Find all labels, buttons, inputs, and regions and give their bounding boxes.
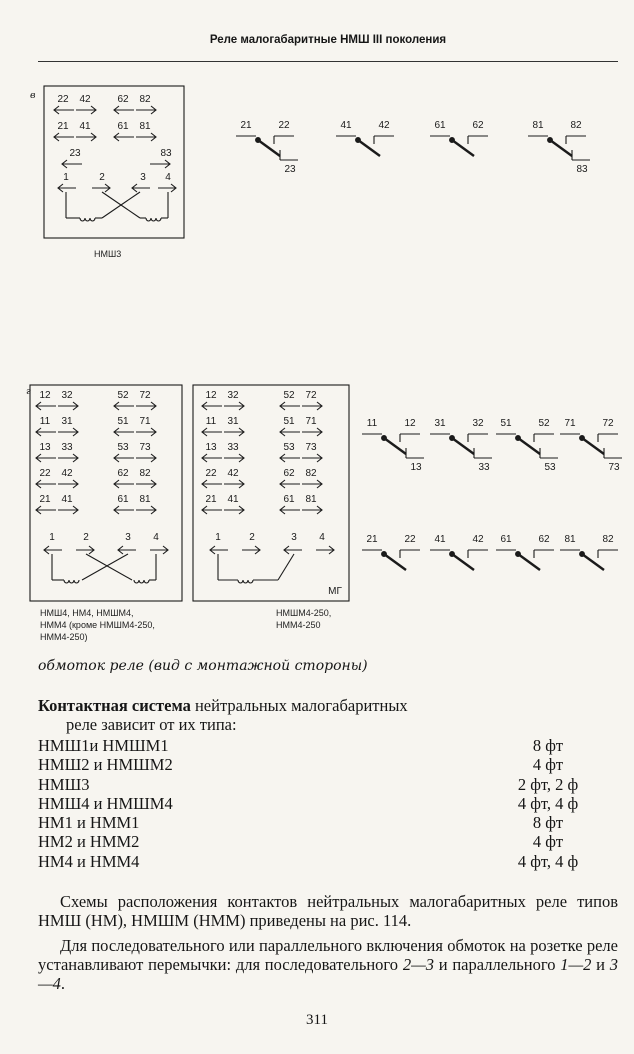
pin-label: 21	[205, 494, 217, 505]
pin-label: 4	[165, 172, 171, 183]
coil-loop	[69, 580, 74, 583]
pin-label: 4	[153, 532, 159, 543]
terminal-box-nmsh4	[30, 385, 182, 601]
pin-label: 22	[404, 534, 416, 545]
pin-label: 31	[61, 416, 73, 427]
pin-label: 53	[544, 462, 556, 473]
para3-d: .	[60, 974, 66, 993]
pin-label: 61	[500, 534, 512, 545]
pin-label: 12	[404, 418, 416, 429]
coil-loop	[80, 218, 85, 221]
pin-label: 11	[366, 418, 378, 429]
coil-loop	[139, 580, 144, 583]
coil-loop	[146, 218, 151, 221]
figure-letter-g: г	[26, 386, 31, 397]
pin-label: 71	[305, 416, 317, 427]
relay-type: НМ2 и НММ2	[38, 832, 140, 852]
relay-type: НМШ3	[38, 774, 90, 794]
pin-label: 82	[305, 468, 317, 479]
pin-label: 82	[139, 94, 151, 105]
running-header: Реле малогабаритные НМШ III поколения	[209, 34, 447, 46]
para3-series: 2—3	[402, 955, 434, 974]
paragraph-contact-system	[38, 696, 408, 734]
pin-label: 72	[139, 390, 151, 401]
contact-blade	[550, 140, 572, 156]
pin-label: 52	[117, 390, 129, 401]
pin-label: 71	[139, 416, 151, 427]
contact-blade	[582, 554, 604, 570]
pin-label: 11	[205, 416, 217, 427]
term-contact-system: Контактная система	[38, 696, 191, 715]
paragraph-schemes: Схемы расположения контактов нейтральных малогабаритных реле типов НМШ (НМ), НМШМ (НММ) приведены на рис. 114.	[38, 892, 618, 930]
pin-label: 73	[608, 462, 620, 473]
figure-label-nmshm4-250: НМШМ4-250, НММ4-250	[276, 608, 332, 630]
pin-label: 73	[305, 442, 317, 453]
coil-loop	[85, 218, 90, 221]
pin-label: 53	[283, 442, 295, 453]
pin-label: 42	[472, 534, 484, 545]
pin-label: 21	[39, 494, 51, 505]
pin-label: 2	[99, 172, 105, 183]
contact-blade	[384, 438, 406, 454]
pin-label: 31	[434, 418, 446, 429]
coil-loop	[156, 218, 161, 221]
coil-loop	[134, 580, 139, 583]
contact-config: 4 фт, 4 ф	[517, 793, 579, 813]
pin-label: 71	[564, 418, 576, 429]
contact-config: 8 фт	[532, 736, 564, 755]
contact-config: 8 фт	[532, 813, 564, 833]
pin-label: 41	[79, 121, 91, 132]
pin-label: 22	[39, 468, 51, 479]
para3-c: и	[591, 955, 610, 974]
para1-line2: реле зависит от их типа:	[66, 715, 237, 734]
para3-parallel-1: 1—2	[560, 955, 592, 974]
pin-label: 81	[564, 534, 576, 545]
pin-label: 82	[602, 534, 614, 545]
contact-blade	[452, 140, 474, 156]
contact-config: 4 фт	[532, 755, 564, 775]
pin-label: 12	[39, 390, 51, 401]
para3-b: и параллельного	[433, 955, 561, 974]
pin-label: 4	[319, 532, 325, 543]
pin-label: 51	[283, 416, 295, 427]
pin-label: 83	[160, 148, 172, 159]
pin-label: 52	[283, 390, 295, 401]
pin-label: 42	[61, 468, 73, 479]
paragraph-jumpers	[38, 936, 618, 993]
pin-label: 32	[472, 418, 484, 429]
pin-label: 33	[227, 442, 239, 453]
pin-label: 33	[478, 462, 490, 473]
pin-label: 2	[249, 532, 255, 543]
pin-label: 21	[57, 121, 69, 132]
pin-label: 23	[69, 148, 81, 159]
pin-label: 61	[117, 121, 129, 132]
pin-label: 22	[278, 120, 290, 131]
pin-label: 62	[472, 120, 484, 131]
pin-label: 62	[117, 94, 129, 105]
pin-label: 62	[538, 534, 550, 545]
table-row	[38, 794, 598, 813]
pin-label: 51	[117, 416, 129, 427]
pin-label: 52	[538, 418, 550, 429]
pin-label: 51	[500, 418, 512, 429]
pin-label: 81	[532, 120, 544, 131]
pin-label: 81	[305, 494, 317, 505]
pin-label: 1	[49, 532, 55, 543]
pin-label: 41	[434, 534, 446, 545]
contact-blade	[358, 140, 380, 156]
pin-label: 21	[366, 534, 378, 545]
pin-label: 11	[39, 416, 51, 427]
coil-loop	[64, 580, 69, 583]
pin-label: 82	[570, 120, 582, 131]
para3-a: Для последовательного или параллельного включения обмоток на розетке реле устанавливают перемычки: для последовательного	[38, 936, 618, 974]
table-row	[38, 755, 598, 774]
pin-label: 13	[205, 442, 217, 453]
table-row	[38, 813, 598, 832]
relay-type: НМШ4 и НМШМ4	[38, 793, 173, 813]
pin-label: 22	[205, 468, 217, 479]
pin-label: 73	[139, 442, 151, 453]
pin-label: 31	[227, 416, 239, 427]
table-row	[38, 736, 598, 755]
contact-blade	[452, 554, 474, 570]
pin-label: 61	[283, 494, 295, 505]
contact-blade	[518, 554, 540, 570]
pin-label: 53	[117, 442, 129, 453]
contact-blade	[384, 554, 406, 570]
contact-config: 2 фт, 2 ф	[517, 774, 579, 794]
contact-blade	[258, 140, 280, 156]
panel-tag-mg: МГ	[328, 586, 342, 597]
pin-label: 21	[240, 120, 252, 131]
pin-label: 41	[61, 494, 73, 505]
figure-caption: обмоток реле (вид с монтажной стороны)	[38, 658, 368, 674]
table-row	[38, 852, 598, 871]
contact-config: 4 фт, 4 ф	[517, 851, 579, 871]
terminal-box-nmshm4-250	[193, 385, 349, 601]
pin-label: 33	[61, 442, 73, 453]
contact-config: 4 фт	[532, 832, 564, 852]
pin-label: 81	[139, 494, 151, 505]
coil-loop	[151, 218, 156, 221]
pin-label: 3	[291, 532, 297, 543]
pin-label: 41	[227, 494, 239, 505]
pin-label: 61	[117, 494, 129, 505]
pin-label: 42	[227, 468, 239, 479]
wire	[82, 554, 128, 580]
pin-label: 32	[61, 390, 73, 401]
pin-label: 41	[340, 120, 352, 131]
coil-loop	[74, 580, 79, 583]
pin-label: 61	[434, 120, 446, 131]
wire	[86, 554, 132, 580]
pin-label: 62	[283, 468, 295, 479]
relay-type: НМ4 и НММ4	[38, 851, 140, 871]
contact-blade	[518, 438, 540, 454]
pin-label: 13	[39, 442, 51, 453]
relay-contact-table	[38, 736, 598, 871]
pin-label: 72	[602, 418, 614, 429]
pin-label: 83	[576, 164, 588, 175]
pin-label: 2	[83, 532, 89, 543]
coil-loop	[248, 580, 253, 583]
coil-loop	[90, 218, 95, 221]
pin-label: 13	[410, 462, 422, 473]
table-row	[38, 775, 598, 794]
figure-label-nmsh4: НМШ4, НМ4, НМШМ4, НММ4 (кроме НМШМ4-250, НММ4-250)	[40, 608, 155, 642]
page-number: 311	[306, 1012, 328, 1028]
para1-rest: нейтральных малогабаритных	[190, 696, 408, 715]
coil-loop	[243, 580, 248, 583]
pin-label: 3	[140, 172, 146, 183]
pin-label: 3	[125, 532, 131, 543]
relay-type: НМШ2 и НМШМ2	[38, 755, 173, 775]
pin-label: 12	[205, 390, 217, 401]
contact-blade	[582, 438, 604, 454]
pin-label: 42	[79, 94, 91, 105]
relay-type: НМШ1и НМШМ1	[38, 736, 169, 755]
pin-label: 62	[117, 468, 129, 479]
pin-label: 81	[139, 121, 151, 132]
pin-label: 32	[227, 390, 239, 401]
pin-label: 42	[378, 120, 390, 131]
pin-label: 23	[284, 164, 296, 175]
pin-label: 22	[57, 94, 69, 105]
wire	[278, 554, 294, 580]
pin-label: 1	[215, 532, 221, 543]
relay-type: НМ1 и НММ1	[38, 813, 140, 833]
table-row	[38, 832, 598, 851]
pin-label: 82	[139, 468, 151, 479]
coil-loop	[238, 580, 243, 583]
pin-label: 72	[305, 390, 317, 401]
para3-parallel-2: 3—4	[38, 955, 618, 993]
figure-label-nmsh3: НМШ3	[94, 249, 122, 259]
coil-loop	[144, 580, 149, 583]
figure-letter-v: в	[30, 90, 36, 101]
contact-blade	[452, 438, 474, 454]
pin-label: 1	[63, 172, 69, 183]
